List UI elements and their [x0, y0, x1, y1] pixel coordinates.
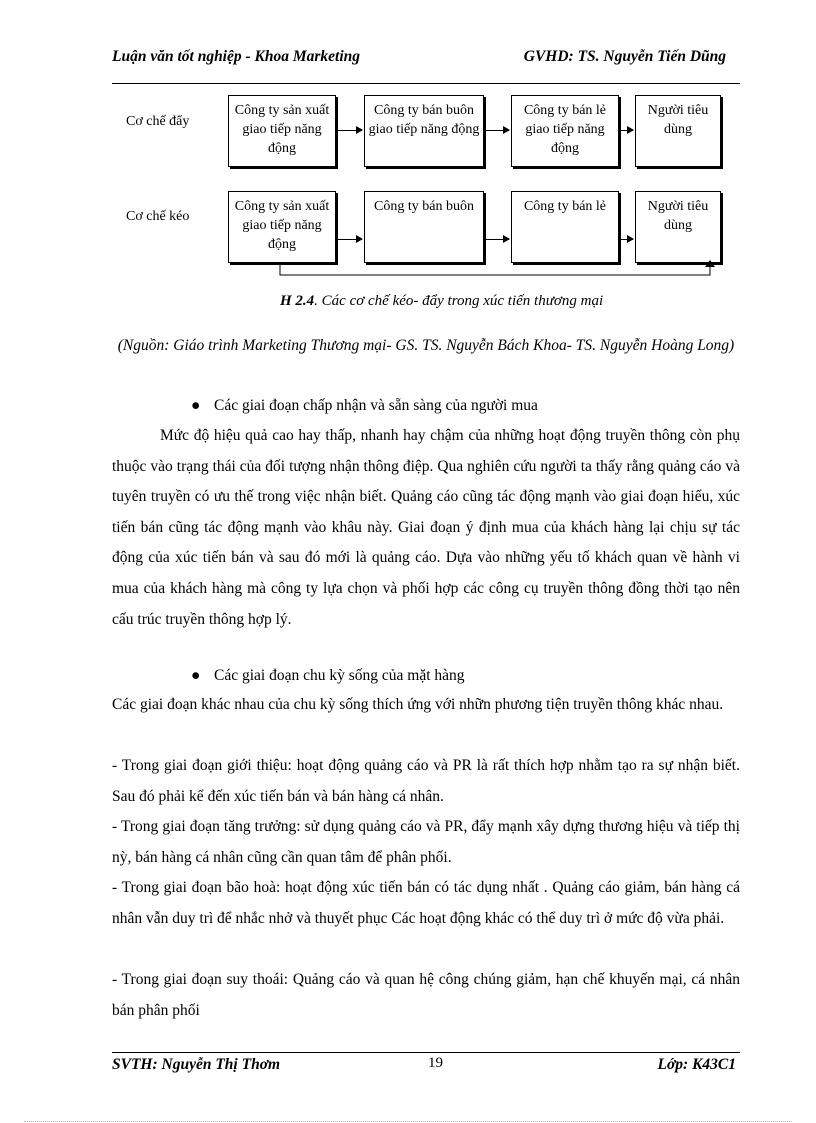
page-edge-dots	[24, 1121, 792, 1122]
page-number: 19	[428, 1055, 443, 1071]
pull-box-manufacturer: Công ty sản xuất giao tiếp năng động	[228, 191, 336, 263]
push-arrow-3	[621, 130, 633, 131]
pull-box-consumer: Người tiêu dùng	[635, 191, 721, 263]
bullet-icon: ●	[191, 667, 201, 684]
pull-arrow-1	[338, 239, 362, 240]
bullet-heading-2	[191, 667, 465, 685]
footer-left: SVTH: Nguyễn Thị Thơm	[112, 1056, 281, 1073]
source-note: (Nguồn: Giáo trình Marketing Thương mại- GS. TS. Nguyễn Bách Khoa- TS. Nguyễn Hoàng Long)	[117, 337, 735, 354]
paragraph-6: - Trong giai đoạn suy thoái: Quảng cáo và quan hệ công chúng giảm, hạn chế khuyến mại, cá nhân bán phân phối	[112, 971, 740, 1019]
bullet-heading-1-text: Các giai đoạn chấp nhận và sẵn sàng của người mua	[214, 397, 538, 414]
header-right: GVHD: TS. Nguyễn Tiến Dũng	[523, 48, 726, 65]
paragraph-1: Mức độ hiệu quả cao hay thấp, nhanh hay chậm của những hoạt động truyền thông còn phụ thuộc vào trạng thái của đối tượng nhận thông điệp. Qua nghiên cứu người ta thấy rằng quảng cáo và tuyên truyền có ưu thế trong việc nhận biết. Quảng cáo cũng tác động mạnh vào giai đoạn hiểu, xúc tiến bán cũng tác động mạnh vào khâu này. Giai đoạn ý định mua của khách hàng lại chịu sự tác động của xúc tiến bán và sau đó mới là quảng cáo. Dựa vào những yếu tố khách quan về hành vi mua của khách hàng mà công ty lựa chọn và phối hợp các công cụ truyền thông đồng thời tạo nên cấu trúc truyền thông hợp lý.	[112, 427, 740, 628]
pull-box-wholesaler: Công ty bán buôn	[364, 191, 484, 263]
push-box-consumer: Người tiêu dùng	[635, 95, 721, 167]
figure-caption-text: . Các cơ chế kéo- đẩy trong xúc tiến thương mại	[314, 293, 604, 309]
push-arrow-1	[338, 130, 362, 131]
push-box-retailer: Công ty bán lẻ giao tiếp năng động	[511, 95, 619, 167]
footer-right: Lớp: K43C1	[657, 1056, 736, 1073]
pull-arrow-3	[621, 239, 633, 240]
pull-arrow-2	[486, 239, 509, 240]
paragraph-5: - Trong giai đoạn bão hoà: hoạt động xúc tiến bán có tác dụng nhất . Quảng cáo giảm, bán hàng cá nhân vẫn duy trì để nhắc nhở và thuyết phục Các hoạt động khác có thể duy trì ở mức độ vừa phải.	[112, 879, 740, 927]
figure-number: H 2.4	[280, 293, 315, 309]
bullet-icon: ●	[191, 397, 201, 414]
header-left: Luận văn tốt nghiệp - Khoa Marketing	[112, 48, 361, 65]
push-box-wholesaler: Công ty bán buôn giao tiếp năng động	[364, 95, 484, 167]
push-label: Cơ chế đẩy	[126, 114, 190, 129]
header-divider	[112, 83, 740, 84]
paragraph-3: - Trong giai đoạn giới thiệu: hoạt động quảng cáo và PR là rất thích hợp nhằm tạo ra sự nhận biết. Sau đó phải kể đến xúc tiến bán và bán hàng cá nhân.	[112, 757, 740, 805]
pull-box-retailer: Công ty bán lẻ	[511, 191, 619, 263]
bullet-heading-1	[191, 397, 538, 415]
bullet-heading-2-text: Các giai đoạn chu kỳ sống của mặt hàng	[214, 667, 465, 684]
paragraph-2: Các giai đoạn khác nhau của chu kỳ sống thích ứng với nhữn phương tiện truyền thông khác nhau.	[112, 696, 724, 713]
footer-divider	[112, 1052, 740, 1053]
pull-label: Cơ chế kéo	[126, 209, 190, 224]
paragraph-4: - Trong giai đoạn tăng trưởng: sử dụng quảng cáo và PR, đẩy mạnh xây dựng thương hiệu và tiếp thị nỳ, bán hàng cá nhân cũng cần quan tâm để phân phối.	[112, 818, 740, 866]
push-box-manufacturer: Công ty sản xuất giao tiếp năng động	[228, 95, 336, 167]
pull-return-arrow	[270, 258, 720, 280]
push-arrow-2	[486, 130, 509, 131]
figure-caption	[280, 293, 603, 310]
